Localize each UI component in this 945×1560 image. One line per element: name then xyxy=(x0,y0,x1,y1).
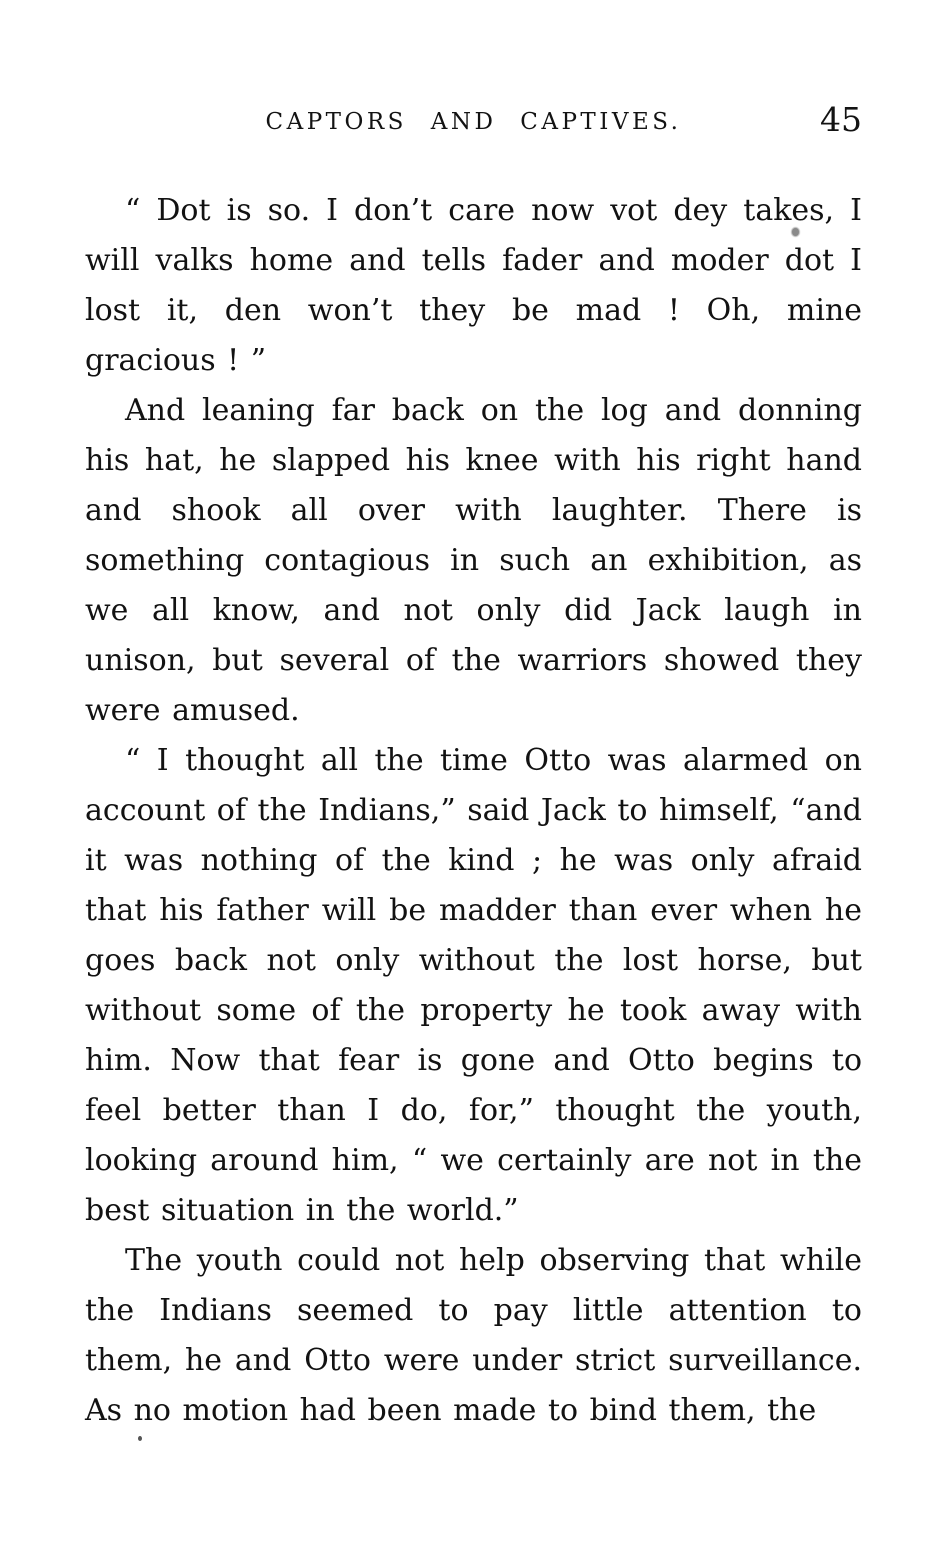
ink-speck-artifact xyxy=(792,228,799,236)
page-number: 45 xyxy=(820,100,862,139)
chapter-title: CAPTORS AND CAPTIVES. xyxy=(265,109,682,135)
paragraph-dialogue-dot-is-so: “ Dot is so. I don’t care now vot dey takes, I will valks home and tells fader and moder dot I lost it, den won’t they be mad ! Oh, mine gracious ! ” xyxy=(85,193,862,378)
ink-speck-artifact xyxy=(138,1436,142,1441)
page-text xyxy=(85,186,862,1436)
paragraph-jack-thoughts: “ I thought all the time Otto was alarmed on account of the Indians,” said Jack to himself, “and it was nothing of the kind ; he was only afraid that his father will be madder than ever when he goes back not only without the lost horse, but without some of the property he took away with him. Now that fear is gone and Otto begins to feel better than I do, for,” thought the youth, looking around him, “ we certainly are not in the best situation in the world.” xyxy=(85,743,862,1228)
paragraph-surveillance: The youth could not help observing that while the Indians seemed to pay little attention to them, he and Otto were under strict surveillance. As no motion had been made to bind them, the xyxy=(85,1243,862,1428)
paragraph-leaning-on-log: And leaning far back on the log and donning his hat, he slapped his knee with his right hand and shook all over with laughter. There is something contagious in such an exhibition, as we all know, and not only did Jack laugh in unison, but several of the warriors showed they were amused. xyxy=(85,393,862,728)
